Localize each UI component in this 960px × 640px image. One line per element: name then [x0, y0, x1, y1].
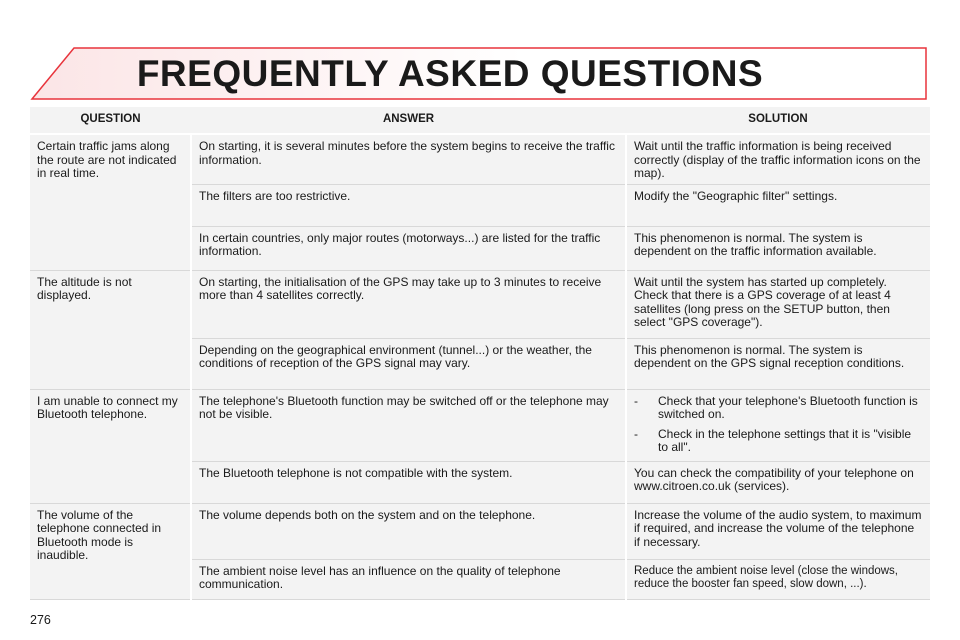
solution-cell: Increase the volume of the audio system, to maximum if required, and increase the volume of the telephone if necessary. — [626, 503, 930, 559]
table-row — [30, 134, 930, 184]
answer-cell: On starting, it is several minutes before the system begins to receive the traffic information. — [191, 134, 626, 184]
question-cell: Certain traffic jams along the route are not indicated in real time. — [30, 134, 191, 270]
answer-cell: On starting, the initialisation of the GPS may take up to 3 minutes to receive more than 4 satellites correctly. — [191, 270, 626, 338]
solution-cell — [626, 389, 930, 461]
table-row — [30, 503, 930, 559]
answer-cell: In certain countries, only major routes (motorways...) are listed for the traffic information. — [191, 226, 626, 270]
solution-bullet: - Check that your telephone's Bluetooth function is switched on. — [634, 393, 918, 421]
table-header-row — [30, 107, 930, 134]
column-header-solution: SOLUTION — [626, 107, 930, 134]
solution-cell: Wait until the traffic information is being received correctly (display of the traffic information icons on the map). — [626, 134, 930, 184]
answer-cell: The Bluetooth telephone is not compatible with the system. — [191, 461, 626, 503]
page-header — [30, 47, 928, 101]
page-number: 276 — [30, 613, 51, 627]
table-row — [30, 270, 930, 338]
answer-cell: The volume depends both on the system and on the telephone. — [191, 503, 626, 559]
answer-cell: The telephone's Bluetooth function may be switched off or the telephone may not be visible. — [191, 389, 626, 461]
table-row — [30, 389, 930, 461]
faq-table — [30, 107, 930, 600]
answer-cell: The filters are too restrictive. — [191, 184, 626, 226]
answer-cell: Depending on the geographical environment (tunnel...) or the weather, the conditions of reception of the GPS signal may vary. — [191, 338, 626, 389]
question-cell: The volume of the telephone connected in Bluetooth mode is inaudible. — [30, 503, 191, 599]
solution-cell: Reduce the ambient noise level (close the windows, reduce the booster fan speed, slow down, ...). — [626, 559, 930, 599]
solution-cell: This phenomenon is normal. The system is dependent on the GPS signal reception conditions. — [626, 338, 930, 389]
column-header-answer: ANSWER — [191, 107, 626, 134]
solution-cell: This phenomenon is normal. The system is dependent on the traffic information available. — [626, 226, 930, 270]
solution-cell: Modify the "Geographic filter" settings. — [626, 184, 930, 226]
solution-bullet: - Check in the telephone settings that it is "visible to all". — [634, 426, 912, 454]
solution-cell: Wait until the system has started up completely. Check that there is a GPS coverage of at least 4 satellites (long press on the SETUP button, then select "GPS coverage"). — [626, 270, 930, 338]
solution-cell: You can check the compatibility of your telephone on www.citroen.co.uk (services). — [626, 461, 930, 503]
answer-cell: The ambient noise level has an influence on the quality of telephone communication. — [191, 559, 626, 599]
question-cell: The altitude is not displayed. — [30, 270, 191, 389]
column-header-question: QUESTION — [30, 107, 191, 134]
page-title: FREQUENTLY ASKED QUESTIONS — [136, 53, 764, 94]
question-cell: I am unable to connect my Bluetooth telephone. — [30, 389, 191, 503]
